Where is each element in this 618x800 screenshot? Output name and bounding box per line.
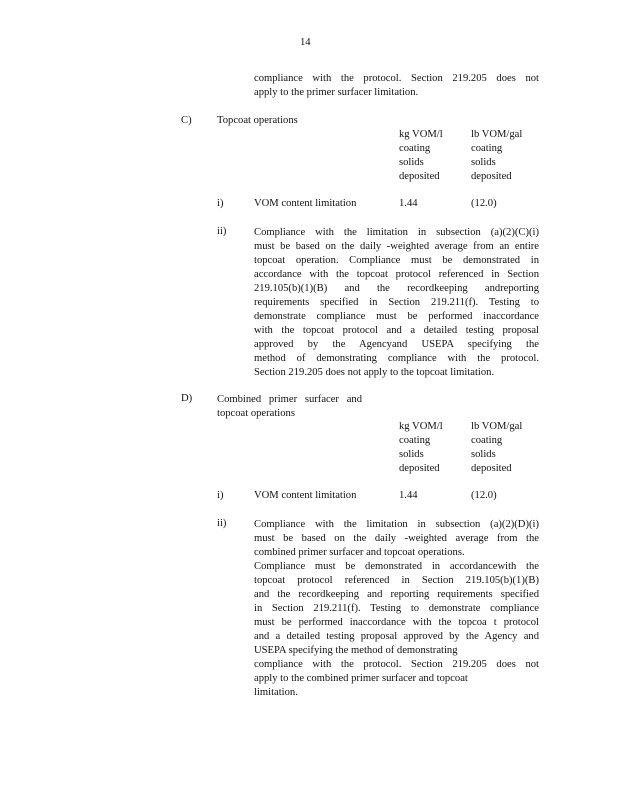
section-c-header-english [471, 128, 522, 184]
paragraph-line: must be performed inaccordance with the topcoa t protocol [254, 617, 539, 628]
paragraph-line: Compliance must be demonstrated in accordancewith the [254, 561, 539, 572]
paragraph-line: must be based on the daily -weighted average from an entire [254, 241, 539, 252]
header-cell: solids [399, 157, 424, 168]
paragraph-line: and a detailed testing proposal approved by the Agency and [254, 631, 539, 642]
paragraph-line: USEPA specifying the method of demonstrating [254, 645, 458, 656]
section-c-item-i-numeral: i) [217, 198, 224, 209]
paragraph-line: method of demonstrating compliance with the protocol. [254, 353, 539, 364]
section-d-item-i-numeral: i) [217, 490, 224, 501]
header-cell: solids [471, 449, 496, 460]
section-d-value-english: (12.0) [471, 490, 497, 501]
header-cell: deposited [471, 171, 512, 182]
intro-paragraph [254, 72, 539, 100]
section-c-value-english: (12.0) [471, 198, 497, 209]
section-c-title: Topcoat operations [217, 115, 298, 126]
intro-line: apply to the primer surfacer limitation. [254, 87, 419, 98]
paragraph-line: combined primer surfacer and topcoat operations. [254, 547, 465, 558]
header-cell: coating [471, 143, 503, 154]
header-cell: solids [399, 449, 424, 460]
section-d-value-metric: 1.44 [399, 490, 418, 501]
header-cell: coating [471, 435, 503, 446]
paragraph-line: Compliance with the limitation in subsection (a)(2)(C)(i) [254, 227, 539, 238]
title-line: topcoat operations [217, 408, 295, 419]
paragraph-line: must be based on the daily -weighted average from the [254, 533, 539, 544]
paragraph-line: accordance with the topcoat protocol referenced in Section [254, 269, 539, 280]
section-c-header-metric [399, 128, 443, 184]
paragraph-line: Compliance with the limitation in subsection (a)(2)(D)(i) [254, 519, 539, 530]
header-cell: solids [471, 157, 496, 168]
page-number: 14 [300, 37, 311, 48]
title-line: Combined primer surfacer and [217, 394, 362, 405]
header-cell: deposited [399, 171, 440, 182]
paragraph-line: in Section 219.211(f). Testing to demonstrate compliance [254, 603, 539, 614]
header-cell: lb VOM/gal [471, 421, 523, 432]
section-d-item-ii-paragraph [254, 518, 539, 700]
header-cell: kg VOM/l [399, 421, 443, 432]
paragraph-line: requirements specified in Section 219.211(f). Testing to [254, 297, 539, 308]
paragraph-line: compliance with the protocol. Section 219.205 does not [254, 659, 539, 670]
section-d-item-ii-numeral: ii) [217, 518, 227, 529]
section-d-header-english [471, 420, 522, 476]
header-cell: deposited [399, 463, 440, 474]
section-c-item-ii-paragraph [254, 226, 539, 380]
section-c-value-metric: 1.44 [399, 198, 418, 209]
paragraph-line: with the topcoat protocol and a detailed testing proposal [254, 325, 539, 336]
header-cell: lb VOM/gal [471, 129, 523, 140]
paragraph-line: approved by the Agencyand USEPA specifying the [254, 339, 539, 350]
paragraph-line: demonstrate compliance must be performed inaccordance [254, 311, 539, 322]
paragraph-line: and the recordkeeping and reporting requirements specified [254, 589, 539, 600]
header-cell: coating [399, 143, 431, 154]
section-d-title [217, 393, 362, 421]
section-c-letter: C) [181, 115, 192, 126]
section-d-item-i-label: VOM content limitation [254, 490, 357, 501]
paragraph-line: Section 219.205 does not apply to the topcoat limitation. [254, 367, 495, 378]
paragraph-line: 219.105(b)(1)(B) and the recordkeeping andreporting [254, 283, 539, 294]
header-cell: kg VOM/l [399, 129, 443, 140]
paragraph-line: apply to the combined primer surfacer and topcoat [254, 673, 468, 684]
section-d-letter: D) [181, 393, 193, 404]
paragraph-line: topcoat protocol referenced in Section 219.105(b)(1)(B) [254, 575, 539, 586]
paragraph-line: limitation. [254, 687, 298, 698]
section-c-item-ii-numeral: ii) [217, 226, 227, 237]
header-cell: deposited [471, 463, 512, 474]
section-d-header-metric [399, 420, 443, 476]
section-c-item-i-label: VOM content limitation [254, 198, 357, 209]
paragraph-line: topcoat operation. Compliance must be demonstrated in [254, 255, 539, 266]
header-cell: coating [399, 435, 431, 446]
intro-line: compliance with the protocol. Section 219.205 does not [254, 73, 539, 84]
